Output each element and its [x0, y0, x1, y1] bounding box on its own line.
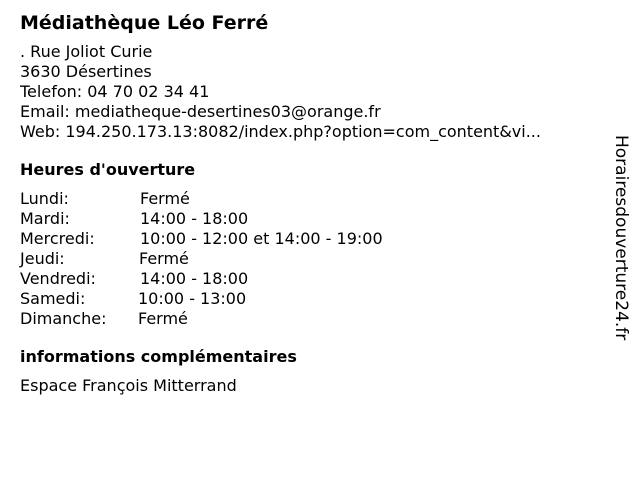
day-label: Lundi: — [20, 189, 69, 208]
day-label: Samedi: — [20, 289, 86, 308]
info-heading: informations complémentaires — [20, 347, 297, 366]
hours-row-samedi — [20, 289, 610, 309]
hours-row-dimanche — [20, 309, 610, 329]
email-line: Email: mediatheque-desertines03@orange.fr — [20, 102, 381, 121]
day-hours: Fermé — [139, 249, 189, 268]
place-card — [20, 10, 610, 396]
day-hours: 10:00 - 12:00 et 14:00 - 19:00 — [140, 229, 383, 248]
hours-row-mercredi — [20, 229, 610, 249]
day-hours: Fermé — [138, 309, 188, 328]
day-label: Dimanche: — [20, 309, 107, 328]
day-label: Jeudi: — [20, 249, 65, 268]
hours-row-vendredi — [20, 269, 610, 289]
day-label: Vendredi: — [20, 269, 96, 288]
city-line: 3630 Désertines — [20, 62, 152, 81]
hours-table — [20, 189, 610, 329]
day-label: Mardi: — [20, 209, 70, 228]
day-hours: 10:00 - 13:00 — [138, 289, 247, 308]
day-hours: 14:00 - 18:00 — [140, 209, 249, 228]
page-title: Médiathèque Léo Ferré — [20, 12, 269, 34]
hours-row-lundi — [20, 189, 610, 209]
hours-row-jeudi — [20, 249, 610, 269]
address-block — [20, 42, 610, 142]
hours-row-mardi — [20, 209, 610, 229]
hours-heading: Heures d'ouverture — [20, 160, 196, 179]
watermark-text: Horairesdouverture24.fr — [611, 135, 631, 341]
brand-watermark — [611, 135, 631, 375]
day-hours: 14:00 - 18:00 — [140, 269, 249, 288]
phone-line: Telefon: 04 70 02 34 41 — [20, 82, 210, 101]
day-label: Mercredi: — [20, 229, 95, 248]
info-text: Espace François Mitterrand — [20, 376, 237, 395]
website-line: Web: 194.250.173.13:8082/index.php?option=com_content&vi... — [20, 122, 541, 141]
street-address: . Rue Joliot Curie — [20, 42, 153, 61]
day-hours: Fermé — [140, 189, 190, 208]
